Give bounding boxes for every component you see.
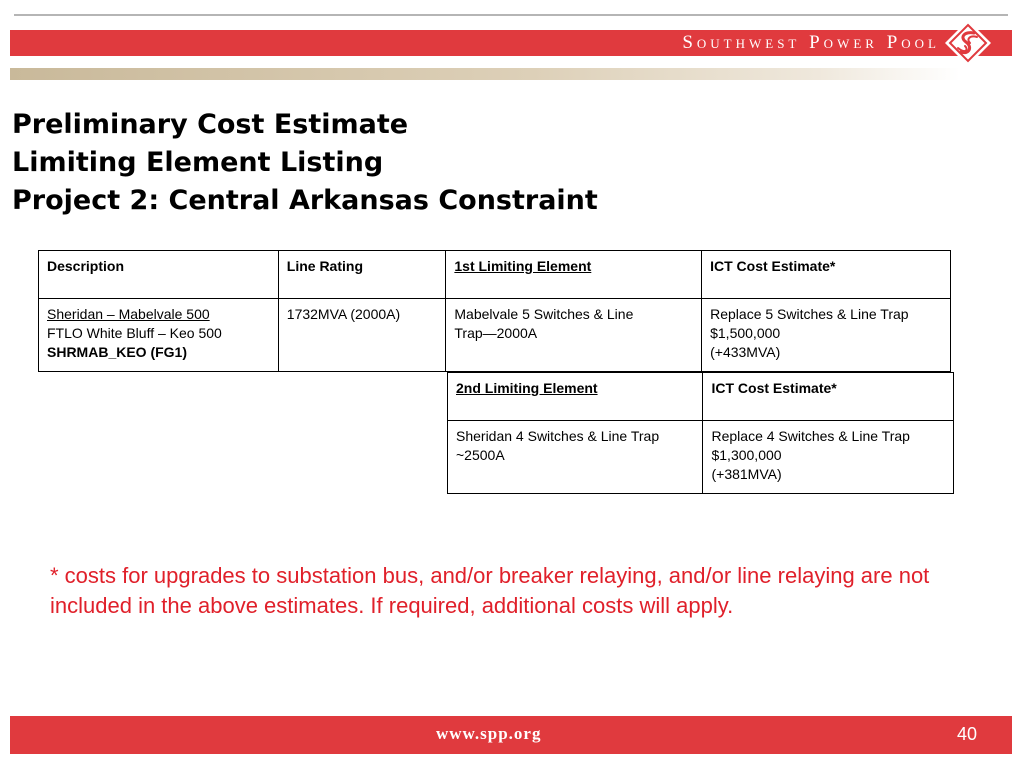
description-cell — [39, 299, 279, 372]
element-line-1: Sheridan 4 Switches & Line Trap — [456, 428, 660, 444]
cost-estimate-cell — [702, 299, 951, 372]
cost-footnote: * costs for upgrades to substation bus, and/or breaker relaying, and/or line relaying are not included in the above estimates. If required, additional costs will apply. — [50, 563, 930, 618]
slide-title — [12, 106, 598, 220]
page-number: 40 — [957, 724, 978, 744]
header-line-rating: Line Rating — [278, 251, 446, 299]
header-gradient-bar — [10, 68, 960, 80]
cost-line-2: $1,500,000 — [710, 325, 781, 341]
top-divider — [14, 14, 1008, 16]
title-line-1: Preliminary Cost Estimate — [12, 109, 409, 140]
limiting-element-cell — [448, 421, 703, 494]
table-row — [39, 299, 951, 372]
header-1st-limiting-element: 1st Limiting Element — [446, 251, 702, 299]
header-2nd-limiting-element: 2nd Limiting Element — [448, 373, 703, 421]
cost-estimate-cell — [703, 421, 954, 494]
line-rating-cell: 1732MVA (2000A) — [278, 299, 446, 372]
limiting-element-cell — [446, 299, 702, 372]
header-ict-cost-estimate: ICT Cost Estimate* — [703, 373, 954, 421]
description-line-2: FTLO White Bluff – Keo 500 — [47, 325, 222, 341]
table-row — [448, 421, 954, 494]
cost-line-3: (+433MVA) — [710, 344, 781, 360]
header-description: Description — [39, 251, 279, 299]
header-ict-cost-estimate: ICT Cost Estimate* — [702, 251, 951, 299]
table-header-row — [39, 251, 951, 299]
limiting-element-table-2 — [447, 372, 954, 494]
cost-line-2: $1,300,000 — [711, 447, 782, 463]
title-line-3: Project 2: Central Arkansas Constraint — [12, 185, 598, 216]
description-line-3: SHRMAB_KEO (FG1) — [47, 344, 188, 360]
table-header-row — [448, 373, 954, 421]
element-line-1: Mabelvale 5 Switches & Line — [454, 306, 634, 322]
element-line-2: ~2500A — [456, 447, 505, 463]
website-link[interactable]: www.spp.org — [436, 724, 542, 743]
cost-line-1: Replace 4 Switches & Line Trap — [711, 428, 910, 444]
description-line-1: Sheridan – Mabelvale 500 — [47, 306, 210, 322]
title-line-2: Limiting Element Listing — [12, 147, 384, 178]
cost-line-1: Replace 5 Switches & Line Trap — [710, 306, 909, 322]
brand-name: Southwest Power Pool — [682, 32, 940, 53]
spp-logo-icon — [943, 18, 993, 68]
limiting-element-table-1 — [38, 250, 951, 372]
element-line-2: Trap—2000A — [454, 325, 538, 341]
cost-line-3: (+381MVA) — [711, 466, 782, 482]
